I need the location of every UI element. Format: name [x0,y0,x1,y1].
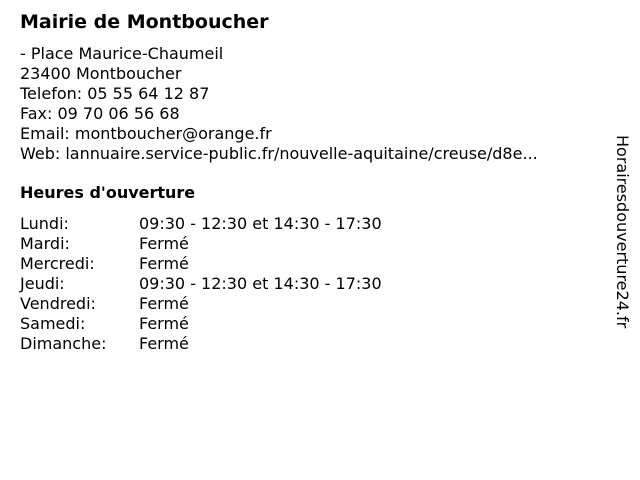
page-title: Mairie de Montboucher [20,11,269,33]
hours-row-monday [20,214,382,234]
hours-heading: Heures d'ouverture [20,183,196,202]
hours-row-thursday [20,274,382,294]
phone-line: Telefon: 05 55 64 12 87 [20,84,210,103]
street-line: - Place Maurice-Chaumeil [20,44,224,63]
hours-row-friday [20,294,189,314]
city-line: 23400 Montboucher [20,64,182,83]
time-value: 09:30 - 12:30 et 14:30 - 17:30 [139,274,382,293]
fax-line: Fax: 09 70 06 56 68 [20,104,180,123]
time-value: Fermé [139,294,189,313]
time-value: Fermé [139,314,189,333]
site-watermark: Horairesdouverture24.fr [613,135,632,329]
time-value: 09:30 - 12:30 et 14:30 - 17:30 [139,214,382,233]
web-line: Web: lannuaire.service-public.fr/nouvelle-aquitaine/creuse/d8e... [20,144,538,163]
day-label: Mardi: [20,234,70,253]
day-label: Dimanche: [20,334,107,353]
day-label: Vendredi: [20,294,96,313]
day-label: Samedi: [20,314,86,333]
address-block [20,44,538,164]
hours-row-saturday [20,314,189,334]
opening-hours-list [20,214,382,354]
day-label: Mercredi: [20,254,95,273]
time-value: Fermé [139,254,189,273]
time-value: Fermé [139,334,189,353]
day-label: Jeudi: [20,274,65,293]
hours-row-tuesday [20,234,189,254]
hours-row-sunday [20,334,189,354]
email-line: Email: montboucher@orange.fr [20,124,272,143]
hours-row-wednesday [20,254,189,274]
time-value: Fermé [139,234,189,253]
day-label: Lundi: [20,214,69,233]
